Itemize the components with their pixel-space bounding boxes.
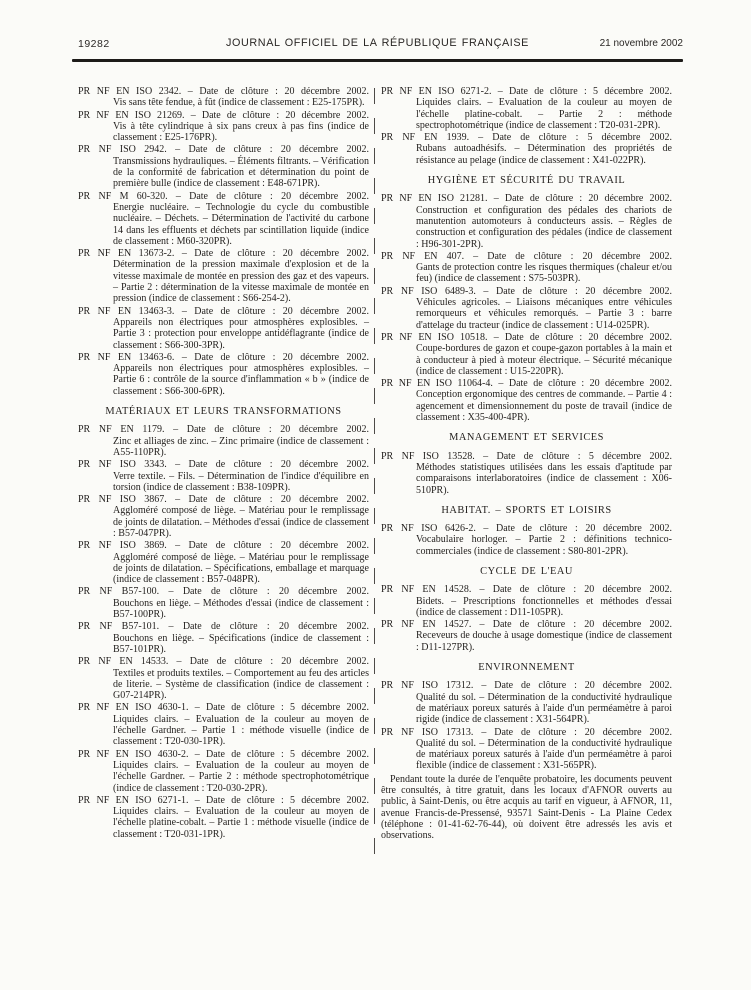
standard-description: Construction et configuration des pédales des chariots de manutention automoteurs à conducteurs assis. – Règles de construction et configuration des pédales (indice de classement : H96-301-2PR). xyxy=(416,204,672,250)
standard-reference: PR NF EN ISO 2342. – Date de clôture : 20 décembre 2002. xyxy=(78,86,369,97)
standard-description: Receveurs de douche à usage domestique (indice de classement : D11-127PR). xyxy=(416,630,672,653)
standard-description: Appareils non électriques pour atmosphères explosibles. – Partie 6 : contrôle de la source d'inflammation « b » (indice de classement : S66-300-6PR). xyxy=(113,363,369,397)
standard-reference: PR NF EN 13463-6. – Date de clôture : 20 décembre 2002. xyxy=(78,351,369,363)
standard-description: Véhicules agricoles. – Liaisons mécaniques entre véhicules remorqueurs et véhicules remorqués. – Partie 3 : barre d'attelage du tracteur (indice de classement : U14-025PR). xyxy=(416,297,672,331)
section-heading: ENVIRONNEMENT xyxy=(478,662,575,674)
standard-description: Détermination de la pression maximale d'explosion et de la vitesse maximale de montée en pression des gaz et des vapeurs. – Partie 2 : détermination de la vitesse maximale de montée en pression (indice de classement : S66-254-2). xyxy=(113,259,369,305)
column-separator xyxy=(374,88,375,858)
standard-entry xyxy=(381,332,672,377)
standard-entry xyxy=(78,248,369,304)
standard-reference: PR NF B57-101. – Date de clôture : 20 décembre 2002. xyxy=(78,621,369,633)
standard-entry xyxy=(381,378,672,423)
standard-reference: PR NF B57-100. – Date de clôture : 20 décembre 2002. xyxy=(78,586,369,598)
standard-reference: PR NF EN 1939. – Date de clôture : 5 décembre 2002. xyxy=(381,132,672,144)
standard-entry xyxy=(78,621,369,655)
standard-entry xyxy=(381,132,672,166)
standard-description: Vis à tête cylindrique à six pans creux à pas fins (indice de classement : E25-176PR). xyxy=(113,120,369,144)
section-heading: MANAGEMENT ET SERVICES xyxy=(449,432,604,444)
standard-entry xyxy=(78,586,369,620)
section-heading: CYCLE DE L'EAU xyxy=(480,565,573,577)
column-left xyxy=(78,86,369,841)
standard-entry xyxy=(78,540,369,585)
standard-reference: PR NF EN ISO 6271-1. – Date de clôture : 5 décembre 2002. xyxy=(78,794,369,806)
standard-reference: PR NF EN 14533. – Date de clôture : 20 décembre 2002. xyxy=(78,656,369,668)
note-paragraph: Pendant toute la durée de l'enquête probatoire, les documents peuvent être consultés, à titre gratuit, dans les locaux d'AFNOR ouverts au public, à Saint-Denis, ou être acquis au tarif en vigueur, à AFNOR, 11, avenue Francis-de-Pressensé, 93571 Saint-Denis - La Plaine Cedex (téléphone : 01-41-62-76-44), où doivent être adressés les avis et observations. xyxy=(381,773,672,842)
standard-entry xyxy=(78,494,369,539)
standard-description: Bidets. – Prescriptions fonctionnelles et méthodes d'essai (indice de classement : D11-105PR). xyxy=(416,595,672,618)
standard-reference: PR NF EN ISO 4630-1. – Date de clôture : 5 décembre 2002. xyxy=(78,702,369,714)
standard-entry xyxy=(78,459,369,493)
standard-reference: PR NF EN 14528. – Date de clôture : 20 décembre 2002. xyxy=(381,584,672,596)
standard-description: Gants de protection contre les risques thermiques (chaleur et/ou feu) (indice de classement : S75-503PR). xyxy=(416,262,672,285)
header-rule xyxy=(72,59,683,62)
standard-entry xyxy=(381,619,672,653)
standard-reference: PR NF ISO 3869. – Date de clôture : 20 décembre 2002. xyxy=(78,540,369,552)
standard-reference: PR NF EN 1179. – Date de clôture : 20 décembre 2002. xyxy=(78,424,369,436)
page-number: 19282 xyxy=(78,38,110,50)
standard-reference: PR NF EN 13673-2. – Date de clôture : 20 décembre 2002. xyxy=(78,248,369,260)
standard-description: Conception ergonomique des centres de commande. – Partie 4 : agencement et dimensionnement du poste de travail (indice de classement : X35-400-4PR). xyxy=(416,389,672,424)
standard-entry xyxy=(78,352,369,397)
standard-entry xyxy=(78,749,369,794)
standard-entry xyxy=(381,451,672,496)
standard-description: Liquides clairs. – Evaluation de la couleur au moyen de l'échelle Gardner. – Partie 2 : méthode spectrophotométrique (indice de classement : T20-030-2PR). xyxy=(113,759,369,794)
standard-description: Liquides clairs. – Evaluation de la couleur au moyen de l'échelle platine-cobalt. – Partie 2 : méthode spectrophotométrique (indice de classement : T20-031-2PR). xyxy=(416,97,672,131)
standard-description: Aggloméré composé de liège. – Matériau pour le remplissage de joints de dilatation. – Méthodes d'essai (indice de classement : B57-047PR). xyxy=(113,505,369,539)
standard-reference: PR NF EN ISO 6271-2. – Date de clôture : 5 décembre 2002. xyxy=(381,86,672,97)
standard-reference: PR NF ISO 13528. – Date de clôture : 5 décembre 2002. xyxy=(381,450,672,462)
standard-reference: PR NF EN ISO 4630-2. – Date de clôture : 5 décembre 2002. xyxy=(78,748,369,760)
standard-description: Textiles et produits textiles. – Comportement au feu des articles de literie. – Système de classification (indice de classement : G07-214PR). xyxy=(113,667,369,702)
standard-description: Bouchons en liège. – Méthodes d'essai (indice de classement : B57-100PR). xyxy=(113,597,369,621)
standard-entry xyxy=(78,702,369,747)
issue-date: 21 novembre 2002 xyxy=(599,38,683,49)
standard-description: Méthodes statistiques utilisées dans les essais d'aptitude par comparaisons interlaboratoires (indice de classement : X06-510PR). xyxy=(416,461,672,496)
standard-entry xyxy=(78,144,369,189)
standard-reference: PR NF ISO 3343. – Date de clôture : 20 décembre 2002. xyxy=(78,459,369,471)
standard-description: Qualité du sol. – Détermination de la conductivité hydraulique de matériaux poreux saturés à l'aide d'un perméamètre à paroi flexible (indice de classement : X31-565PR). xyxy=(416,737,672,772)
standard-entry xyxy=(78,191,369,247)
standard-description: Energie nucléaire. – Technologie du cycle du combustible nucléaire. – Déchets. – Détermination de l'activité du carbone 14 dans les effluents et déchets par scintillation liquide (indice de classement : M60-320PR). xyxy=(113,201,369,247)
standard-description: Vis sans tête fendue, à fût (indice de classement : E25-175PR). xyxy=(113,97,365,109)
standard-reference: PR NF ISO 17313. – Date de clôture : 20 décembre 2002. xyxy=(381,726,672,738)
standard-entry xyxy=(78,424,369,458)
standard-reference: PR NF EN 13463-3. – Date de clôture : 20 décembre 2002. xyxy=(78,305,369,317)
journal-title: JOURNAL OFFICIEL DE LA RÉPUBLIQUE FRANÇAISE xyxy=(226,37,529,49)
standard-description: Rubans autoadhésifs. – Détermination des propriétés de résistance au pelage (indice de classement : X41-022PR). xyxy=(416,143,672,166)
section-heading: MATÉRIAUX ET LEURS TRANSFORMATIONS xyxy=(105,406,342,418)
standard-reference: PR NF EN ISO 21281. – Date de clôture : 20 décembre 2002. xyxy=(381,193,672,205)
standard-entry xyxy=(381,86,672,131)
standard-entry xyxy=(78,795,369,840)
section-heading: HYGIÈNE ET SÉCURITÉ DU TRAVAIL xyxy=(427,175,626,187)
standard-entry xyxy=(381,680,672,725)
column-right xyxy=(381,86,672,842)
standard-description: Vocabulaire horloger. – Partie 2 : définitions technico-commerciales (indice de classement : S80-801-2PR). xyxy=(416,534,672,557)
standard-entry xyxy=(78,306,369,351)
standard-description: Verre textile. – Fils. – Détermination de l'indice d'équilibre en torsion (indice de classement : B38-109PR). xyxy=(113,470,369,493)
standard-entry xyxy=(381,193,672,249)
standard-entry xyxy=(381,286,672,331)
standard-reference: PR NF ISO 3867. – Date de clôture : 20 décembre 2002. xyxy=(78,494,369,506)
standard-reference: PR NF ISO 2942. – Date de clôture : 20 décembre 2002. xyxy=(78,144,369,156)
standard-entry xyxy=(381,727,672,772)
standard-description: Zinc et alliages de zinc. – Zinc primaire (indice de classement : A55-110PR). xyxy=(113,435,369,458)
standard-reference: PR NF EN ISO 21269. – Date de clôture : 20 décembre 2002. xyxy=(78,109,369,121)
standard-entry xyxy=(78,656,369,701)
standard-reference: PR NF EN ISO 10518. – Date de clôture : 20 décembre 2002. xyxy=(381,331,672,343)
standard-reference: PR NF ISO 17312. – Date de clôture : 20 décembre 2002. xyxy=(381,680,672,692)
standard-entry xyxy=(381,584,672,618)
standard-reference: PR NF EN ISO 11064-4. – Date de clôture : 20 décembre 2002. xyxy=(381,378,672,390)
standard-description: Appareils non électriques pour atmosphères explosibles. – Partie 3 : protection pour enveloppe antidéflagrante (indice de classement : S66-300-3PR). xyxy=(113,316,369,351)
standard-reference: PR NF EN 14527. – Date de clôture : 20 décembre 2002. xyxy=(381,619,672,631)
standard-reference: PR NF M 60-320. – Date de clôture : 20 décembre 2002. xyxy=(78,190,369,202)
standard-description: Liquides clairs. – Evaluation de la couleur au moyen de l'échelle Gardner. – Partie 1 : méthode visuelle (indice de classement : T20-030-1PR). xyxy=(113,713,369,748)
standard-description: Aggloméré composé de liège. – Matériau pour le remplissage de joints de dilatation. – Spécifications, emballage et marquage (indice de classement : B57-048PR). xyxy=(113,551,369,586)
page-header xyxy=(72,36,683,54)
standard-description: Coupe-bordures de gazon et coupe-gazon portables à la main et à conducteur à pied à moteur électrique. – Sécurité mécanique (indice de classement : U15-220PR). xyxy=(416,343,672,377)
standard-reference: PR NF EN 407. – Date de clôture : 20 décembre 2002. xyxy=(381,250,672,262)
standard-entry xyxy=(381,523,672,557)
section-heading: HABITAT. – SPORTS ET LOISIRS xyxy=(441,504,612,516)
standard-entry xyxy=(78,86,369,109)
standard-reference: PR NF ISO 6489-3. – Date de clôture : 20 décembre 2002. xyxy=(381,285,672,297)
standard-description: Qualité du sol. – Détermination de la conductivité hydraulique de matériaux poreux saturés à l'aide d'un perméamètre à paroi rigide (indice de classement : X31-564PR). xyxy=(416,691,672,726)
standard-description: Bouchons en liège. – Spécifications (indice de classement : B57-101PR). xyxy=(113,632,369,655)
standard-entry xyxy=(381,251,672,285)
standard-entry xyxy=(78,110,369,144)
standard-description: Liquides clairs. – Evaluation de la couleur au moyen de l'échelle platine-cobalt. – Partie 1 : méthode visuelle (indice de classement : T20-031-1PR). xyxy=(113,806,369,840)
standard-description: Transmissions hydrauliques. – Éléments filtrants. – Vérification de la conformité de fabrication et détermination du point de première bulle (indice de classement : E48-671PR). xyxy=(113,155,369,190)
standard-reference: PR NF ISO 6426-2. – Date de clôture : 20 décembre 2002. xyxy=(381,523,672,535)
